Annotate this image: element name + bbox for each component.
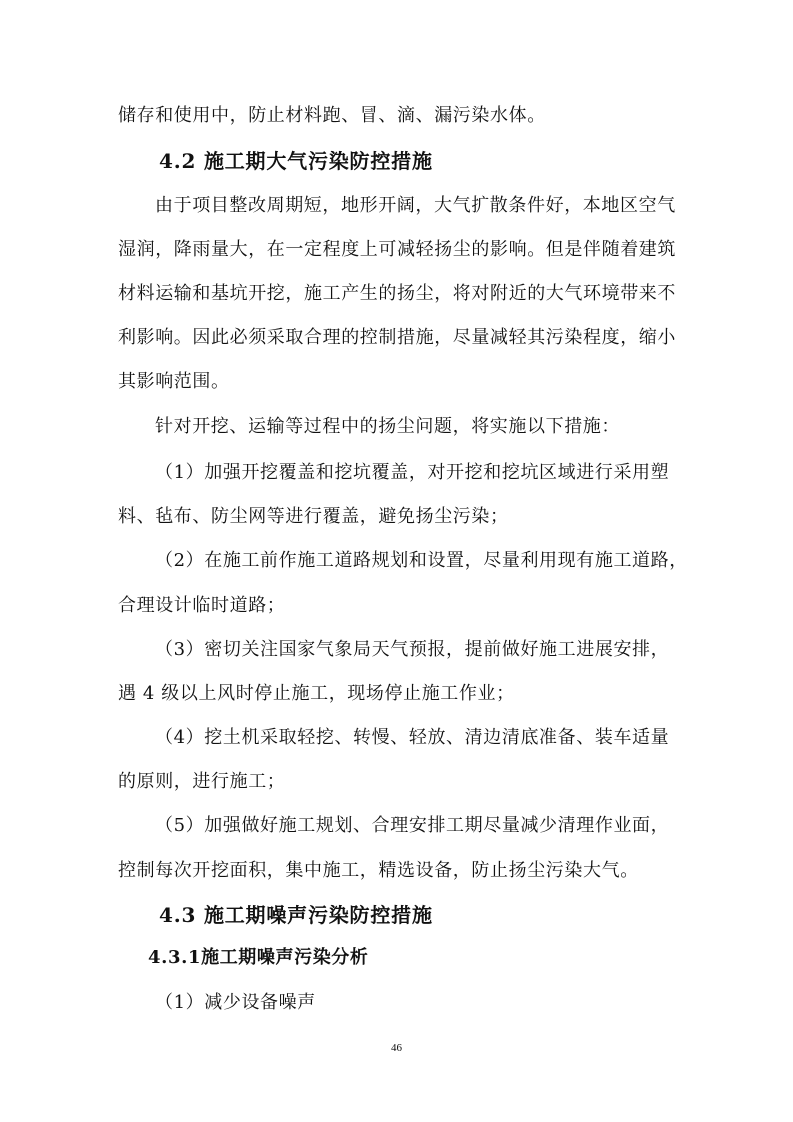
list-item-line: （1）减少设备噪声	[155, 992, 316, 1013]
paragraph-line: 湿润，降雨量大，在一定程度上可减轻扬尘的影响。但是伴随着建筑	[118, 239, 676, 260]
section-heading-4-3: 4.3 施工期噪声污染防控措施	[159, 903, 433, 927]
list-item-line: 合理设计临时道路；	[118, 595, 286, 616]
list-item-line: （3）密切关注国家气象局天气预报，提前做好施工进展安排，	[155, 639, 670, 660]
section-heading-4-2: 4.2 施工期大气污染防控措施	[159, 149, 433, 173]
paragraph-line: 由于项目整改周期短，地形开阔，大气扩散条件好，本地区空气	[155, 195, 676, 216]
list-item-line: 的原则，进行施工；	[118, 771, 286, 792]
page-number: 46	[391, 1042, 402, 1054]
list-item-line: （1）加强开挖覆盖和挖坑覆盖，对开挖和挖坑区域进行采用塑	[155, 462, 670, 483]
paragraph-line: 材料运输和基坑开挖，施工产生的扬尘，将对附近的大气环境带来不	[118, 283, 676, 304]
paragraph-line: 利影响。因此必须采取合理的控制措施，尽量减轻其污染程度，缩小	[118, 327, 676, 348]
list-item-line: （5）加强做好施工规划、合理安排工期尽量减少清理作业面，	[155, 815, 670, 836]
list-item-line: 控制每次开挖面积，集中施工，精选设备，防止扬尘污染大气。	[118, 860, 639, 881]
list-item-line: 遇 4 级以上风时停止施工，现场停止施工作业；	[118, 683, 515, 704]
list-item-line: （2）在施工前作施工道路规划和设置，尽量利用现有施工道路，	[155, 550, 688, 571]
paragraph-line: 其影响范围。	[118, 371, 230, 392]
list-item-line: （4）挖土机采取轻挖、转慢、轻放、清边清底准备、装车适量	[155, 727, 670, 748]
paragraph-line: 储存和使用中，防止材料跑、冒、滴、漏污染水体。	[118, 105, 546, 126]
subsection-heading-4-3-1: 4.3.1施工期噪声污染分析	[148, 947, 369, 968]
paragraph-line: 针对开挖、运输等过程中的扬尘问题，将实施以下措施：	[155, 416, 620, 437]
list-item-line: 料、毡布、防尘网等进行覆盖，避免扬尘污染；	[118, 506, 509, 527]
